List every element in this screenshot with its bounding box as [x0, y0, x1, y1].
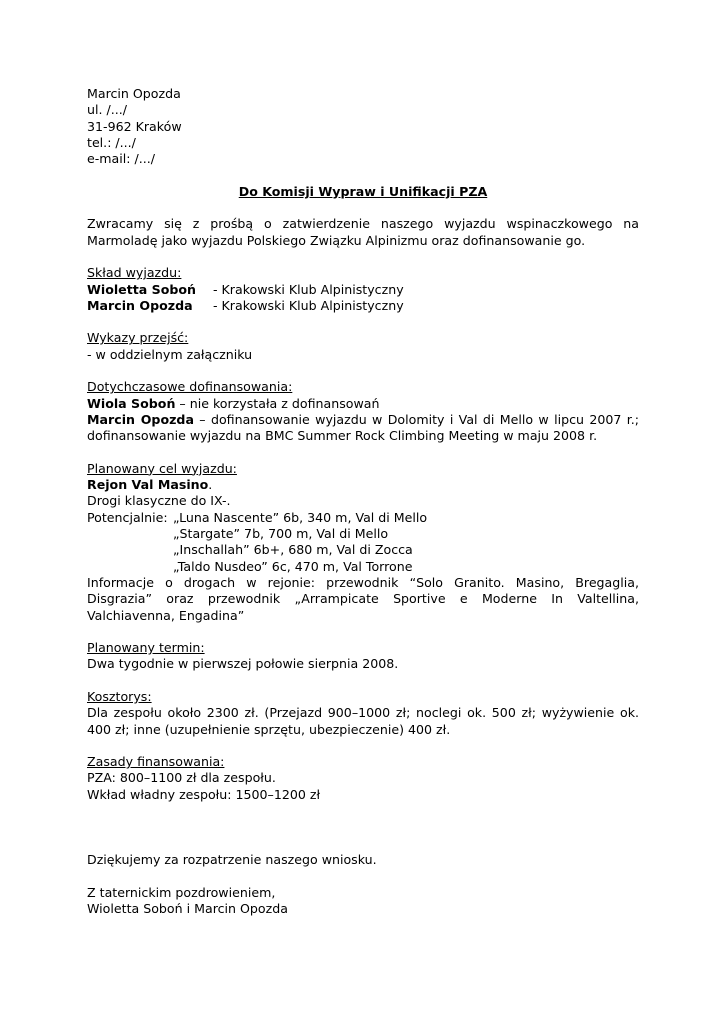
spacer [87, 167, 639, 183]
costs-text: Dla zespołu około 2300 zł. (Przejazd 900–1000 zł; noclegi ok. 500 zł; wyżywienie ok. 400 zł; inne (uzupełnienie sprzętu, ubezpieczenie) 400 zł. [87, 705, 639, 737]
funding-history-title: Dotychczasowe dofinansowania: [87, 379, 293, 395]
routes-list-section [87, 330, 639, 363]
sender-city: 31-962 Kraków [87, 118, 182, 134]
routes-list-title: Wykazy przejść: [87, 330, 189, 346]
team-member [87, 282, 639, 298]
term-text: Dwa tygodnie w pierwszej połowie sierpnia 2008. [87, 656, 399, 672]
potential-route: „Taldo Nusdeo” 6c, 470 m, Val Torrone [173, 558, 413, 574]
sender-email: e-mail: /.../ [87, 151, 156, 167]
team-section [87, 265, 639, 314]
spacer [87, 200, 639, 216]
spacer [87, 673, 639, 689]
target-info: Informacje o drogach w rejonie: przewodnik “Solo Granito. Masino, Bregaglia, Disgrazia” oraz przewodnik „Arrampicate Sportive e Moderne In Valtellina, Valchiavenna, Engadina” [87, 574, 639, 623]
funding-entry-name: Wiola Soboń [87, 395, 176, 411]
spacer [87, 738, 639, 754]
term-title: Planowany termin: [87, 640, 205, 656]
intro-paragraph: Zwracamy się z prośbą o zatwierdzenie naszego wyjazdu wspinaczkowego na Marmoladę jako wyjazdu Polskiego Związku Alpinizmu oraz dofinansowanie go. [87, 216, 639, 248]
sender-block [87, 86, 639, 167]
funding-entry [87, 396, 639, 412]
closing-section [87, 852, 639, 917]
letter-heading: Do Komisji Wypraw i Unifikacji PZA [238, 183, 488, 199]
routes-list-text: - w oddzielnym załączniku [87, 346, 253, 362]
funding-entry [87, 412, 639, 445]
term-section [87, 640, 639, 673]
target-title: Planowany cel wyjazdu: [87, 460, 237, 476]
financing-title: Zasady finansowania: [87, 754, 225, 770]
spacer [87, 624, 639, 640]
spacer [87, 314, 639, 330]
team-member-club: - Krakowski Klub Alpinistyczny [213, 297, 404, 313]
sender-phone: tel.: /.../ [87, 134, 136, 150]
team-member [87, 298, 639, 314]
spacer [87, 249, 639, 265]
team-member-club: - Krakowski Klub Alpinistyczny [213, 281, 404, 297]
closing-signature: Wioletta Soboń i Marcin Opozda [87, 900, 288, 916]
potential-route: „Luna Nascente” 6b, 340 m, Val di Mello [173, 509, 428, 525]
spacer [87, 803, 639, 819]
target-section [87, 461, 639, 624]
spacer [87, 445, 639, 461]
spacer [87, 363, 639, 379]
team-title: Skład wyjazdu: [87, 265, 182, 281]
potential-route: „Inschallah” 6b+, 680 m, Val di Zocca [173, 542, 413, 558]
target-region-line [87, 477, 639, 493]
team-member-name: Marcin Opozda [87, 297, 193, 313]
costs-title: Kosztorys: [87, 688, 152, 704]
target-classic: Drogi klasyczne do IX-. [87, 493, 231, 509]
sender-street: ul. /.../ [87, 102, 127, 118]
sender-name: Marcin Opozda [87, 86, 181, 101]
financing-section [87, 754, 639, 803]
team-member-name: Wioletta Soboń [87, 281, 196, 297]
target-region-suffix: . [208, 477, 213, 493]
funding-entry-name: Marcin Opozda [87, 411, 194, 427]
potential-label: Potencjalnie: [87, 509, 168, 525]
funding-entry-text: – dofinansowanie wyjazdu w Dolomity i Val di Mello w lipcu 2007 r.; dofinansowanie wyjazdu na BMC Summer Rock Climbing Meeting w maju 2008 r. [87, 411, 639, 444]
potential-route: „Stargate” 7b, 700 m, Val di Mello [173, 526, 389, 542]
letter [87, 86, 639, 917]
potential-route-row [87, 510, 639, 526]
spacer [87, 868, 639, 884]
funding-history-section [87, 379, 639, 444]
spacer [87, 819, 639, 835]
closing-thanks: Dziękujemy za rozpatrzenie naszego wniosku. [87, 851, 377, 867]
financing-pza: PZA: 800–1100 zł dla zespołu. [87, 770, 276, 786]
funding-entry-text: – nie korzystała z dofinansowań [175, 395, 380, 411]
financing-own: Wkład władny zespołu: 1500–1200 zł [87, 786, 321, 802]
closing-greeting: Z taternickim pozdrowieniem, [87, 884, 276, 900]
target-region: Rejon Val Masino [87, 477, 209, 493]
spacer [87, 836, 639, 852]
costs-section [87, 689, 639, 738]
